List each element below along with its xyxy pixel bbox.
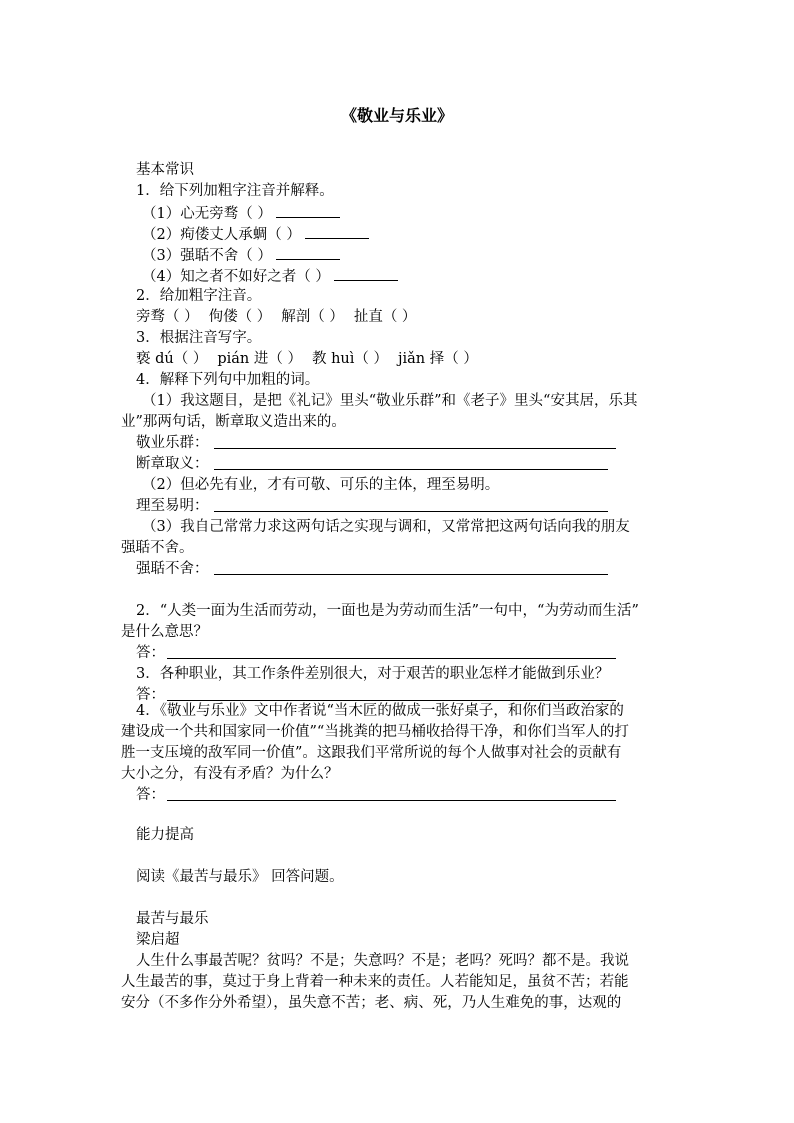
label-lizhi: 理至易明：	[136, 498, 209, 514]
q5-answer-label: 答：	[136, 645, 165, 661]
q4-stem: 4．解释下列句中加粗的词。	[136, 372, 320, 388]
answer-blank[interactable]	[334, 265, 398, 281]
q7-line1: 4．《敬业与乐业》文中作者说“当木匠的做成一张好桌子，和你们当政治家的	[136, 703, 624, 719]
q1-item-1	[142, 202, 340, 225]
q1-item-1-text: （1）心无旁骛（ ）	[142, 206, 272, 222]
q1-item-4-text: （4）知之者不如好之者（ ）	[142, 269, 330, 285]
q1-item-2-text: （2）痀偻丈人承蜩（ ）	[142, 227, 301, 243]
q4-s3-line2: 强聒不舍。	[121, 540, 194, 556]
answer-line[interactable]	[214, 448, 616, 449]
label-qiangguo: 强聒不舍：	[136, 561, 209, 577]
q2-item-4: 扯直（ ）	[353, 309, 417, 325]
label-duanzhang: 断章取义：	[136, 456, 209, 472]
q7-line4: 大小之分，有没有矛盾？为什么？	[121, 766, 339, 782]
passage-author: 梁启超	[136, 932, 180, 948]
q5-line1: 2．“人类一面为生活而劳动，一面也是为劳动而生活”一句中，“为劳动而生活”	[136, 603, 639, 619]
q2-stem: 2．给加粗字注音。	[136, 288, 262, 304]
document-title: 《敬业与乐业》	[340, 106, 453, 125]
q1-item-3	[142, 244, 340, 267]
q2-item-2: 佝偻（ ）	[208, 309, 272, 325]
answer-blank[interactable]	[276, 244, 340, 260]
section-heading-advanced: 能力提高	[136, 827, 194, 843]
q2-items	[136, 307, 416, 328]
q1-stem: 1．给下列加粗字注音并解释。	[136, 183, 334, 199]
q4-s1-line1: （1）我这题目，是把《礼记》里头“敬业乐群”和《老子》里头“安其居，乐其	[142, 393, 638, 409]
label-jingye: 敬业乐群：	[136, 435, 209, 451]
q7-line2: 建设成一个共和国家同一价值”“当挑粪的把马桶收拾得干净，和你们当军人的打	[121, 724, 629, 740]
q3-stem: 3．根据注音写字。	[136, 330, 262, 346]
answer-line[interactable]	[214, 574, 608, 575]
answer-blank[interactable]	[276, 202, 340, 218]
q7-answer-label: 答：	[136, 787, 165, 803]
section-heading-basic: 基本常识	[136, 162, 194, 178]
passage-line-2: 人生最苦的事，莫过于身上背着一种未来的责任。人若能知足，虽贫不苦；若能	[121, 974, 629, 990]
q3-item-4: jiǎn 择（ ）	[398, 351, 478, 367]
q4-s3-line1: （3）我自己常常力求这两句话之实现与调和，又常常把这两句话向我的朋友	[142, 519, 630, 535]
answer-line[interactable]	[167, 658, 616, 659]
answer-line[interactable]	[167, 800, 616, 801]
q3-item-1: 亵 dú（ ）	[136, 351, 208, 367]
answer-line[interactable]	[214, 469, 608, 470]
q2-item-3: 解剖（ ）	[281, 309, 344, 325]
q3-items	[136, 349, 478, 370]
q1-item-4	[142, 265, 398, 288]
q6-line1: 3．各种职业，其工作条件差别很大，对于艰苦的职业怎样才能做到乐业？	[136, 666, 610, 682]
passage-title: 最苦与最乐	[136, 911, 209, 927]
passage-line-1: 人生什么事最苦呢？贫吗？不是；失意吗？不是；老吗？死吗？都不是。我说	[136, 953, 629, 969]
q2-item-1: 旁骛（ ）	[136, 309, 199, 325]
q3-item-2: pián 进（ ）	[217, 351, 302, 367]
q4-s2: （2）但必先有业，才有可敬、可乐的主体，理至易明。	[142, 477, 500, 493]
answer-line[interactable]	[214, 511, 608, 512]
q1-item-3-text: （3）强聒不舍（ ）	[142, 248, 272, 264]
q3-item-3: 教 huì（ ）	[311, 351, 389, 367]
q1-item-2	[142, 223, 369, 246]
q6-answer-label: 答：	[136, 687, 165, 703]
q5-line2: 是什么意思？	[121, 624, 208, 640]
reading-instruction: 阅读《最苦与最乐》 回答问题。	[136, 869, 344, 885]
answer-blank[interactable]	[305, 223, 369, 239]
q4-s1-line2: 业”那两句话，断章取义造出来的。	[121, 414, 346, 430]
q7-line3: 胜一支压境的敌军同一价值”。这跟我们平常所说的每个人做事对社会的贡献有	[121, 745, 622, 761]
passage-line-3: 安分（不多作分外希望），虽失意不苦；老、病、死，乃人生难免的事，达观的	[121, 995, 622, 1011]
